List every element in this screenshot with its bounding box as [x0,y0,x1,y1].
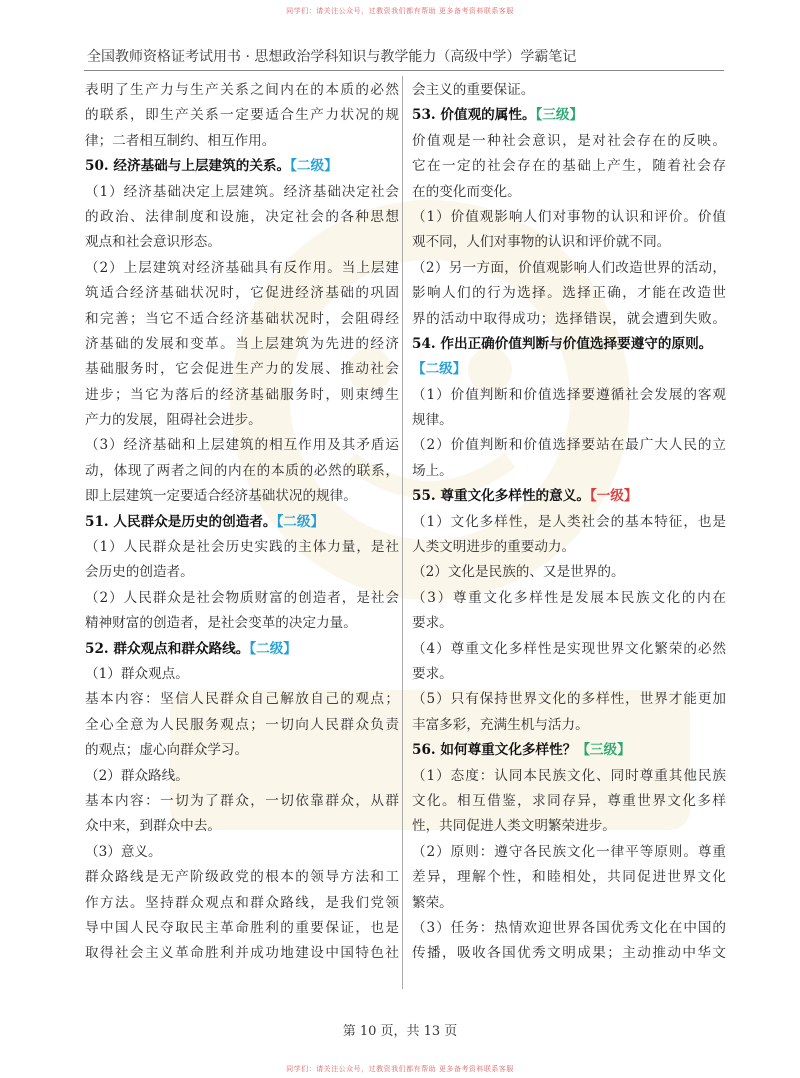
text-line [412,357,726,382]
line-text: 全心全意为人民服务观点；一切向人民群众负责 [85,716,399,733]
right-column [412,78,726,967]
text-line [412,230,726,255]
text-line [85,103,399,128]
level-tag: 【二级】 [276,513,325,530]
line-text: （2）原则：遵守各民族文化一律平等原则。尊重 [412,843,726,860]
text-line [85,230,399,255]
text-line [85,611,399,636]
line-text: 价值观是一种社会意识，是对社会存在的反映。 [412,132,726,149]
line-text: 的观点；虚心向群众学习。 [85,742,249,759]
text-line [85,307,399,332]
text-line [412,713,726,738]
line-text: 和完善；当它不适合经济基础状况时，会阻碍经 [85,310,399,327]
heading-text: 55. 尊重文化多样性的意义。 [412,488,590,505]
section-heading [412,484,726,509]
line-text: 要求。 [412,615,453,632]
line-text: （1）价值观影响人们对事物的认识和评价。价值 [412,208,726,225]
line-text: （2）文化是民族的、又是世界的。 [412,564,625,581]
line-text: 会主义的重要保证。 [412,82,535,98]
line-text: 性，共同促进人类文明繁荣进步。 [412,818,616,835]
line-text: 人类文明进步的重要动力。 [412,539,576,556]
text-line [85,586,399,611]
line-text: （1）经济基础决定上层建筑。经济基础决定社会 [85,183,399,200]
line-text: 表明了生产力与生产关系之间内在的本质的必然 [85,82,399,98]
line-text: 的政治、法律制度和设施，决定社会的各种思想 [85,208,399,225]
line-text: 进步；当它为落后的经济基础服务时，则束缚生 [85,386,399,403]
line-text: 作方法。坚持群众观点和群众路线，是我们党领 [85,894,399,911]
line-text: 它在一定的社会存在的基础上产生，随着社会存 [412,158,726,175]
text-line [85,662,399,687]
line-text: （1）价值判断和价值选择要遵循社会发展的客观 [412,386,726,403]
text-line [412,459,726,484]
text-line [412,611,726,636]
heading-text: 50. 经济基础与上层建筑的关系。 [85,158,291,175]
line-text: 要求。 [412,665,453,682]
line-text: （1）群众观点。 [85,665,189,682]
line-text: 繁荣。 [412,894,453,911]
level-tag: 【二级】 [290,158,338,175]
header-divider [84,70,724,71]
section-heading [412,332,726,357]
section-heading [85,637,399,662]
line-text: 在的变化而变化。 [412,183,521,200]
level-tag: 【一级】 [589,488,638,505]
line-text: （3）尊重文化多样性是发展本民族文化的内在 [412,589,726,606]
line-text: （3）意义。 [85,843,162,860]
line-text: 基础服务时，它会促进生产力的发展、推动社会 [85,361,399,378]
line-text: （4）尊重文化多样性是实现世界文化繁荣的必然 [412,640,726,657]
line-text: （2）上层建筑对经济基础具有反作用。当上层建 [85,259,399,276]
line-text: （2）另一方面，价值观影响人们改造世界的活动， [412,259,726,276]
text-line [85,129,399,154]
text-line [412,764,726,789]
line-text: 取得社会主义革命胜利并成功地建设中国特色社 [85,945,399,962]
column-divider [402,76,403,989]
line-text: （1）态度：认同本民族文化、同时尊重其他民族 [412,767,726,784]
line-text: （3）任务：热情欢迎世界各国优秀文化在中国的 [412,919,726,936]
text-line [85,332,399,357]
level-tag: 【二级】 [249,640,297,657]
level-tag: 【三级】 [535,107,584,124]
line-text: （1）文化多样性，是人类社会的基本特征，也是 [412,513,726,530]
text-line [85,357,399,382]
line-text: 导中国人民夺取民主革命胜利的重要保证，也是 [85,919,399,936]
text-line [85,941,399,966]
line-text: 动，体现了两者之间的内在的本质的必然的联系， [85,462,399,479]
text-line [85,180,399,205]
heading-text: 52. 群众观点和群众路线。 [85,640,250,657]
heading-text: 53. 价值观的属性。 [412,107,536,124]
line-text: 观不同，人们对事物的认识和评价就不同。 [412,234,671,251]
text-line [85,256,399,281]
line-text: （2）人民群众是社会物质财富的创造者，是社会 [85,589,399,606]
text-line [85,205,399,230]
line-text: 界的活动中取得成功；选择错误，就会遭到失败。 [412,310,726,327]
bottom-watermark-text: 同学们：请关注公众号，过教资我们都有帮助 更多备考资料联系客服 [286,1065,514,1073]
text-line [412,687,726,712]
text-line [412,535,726,560]
text-line [412,307,726,332]
text-line [85,713,399,738]
text-line [85,281,399,306]
page-number: 第 10 页，共 13 页 [342,1024,458,1039]
line-text: （1）人民群众是社会历史实践的主体力量，是社 [85,539,399,556]
text-line [412,637,726,662]
line-text: 基本内容：坚信人民群众自己解放自己的观点； [85,691,399,708]
line-text: 众中来，到群众中去。 [85,818,221,835]
level-tag: 【二级】 [412,361,467,378]
text-line [85,78,399,103]
text-line [412,129,726,154]
text-line [412,789,726,814]
line-text: 律；二者相互制约、相互作用。 [85,132,276,149]
text-line [412,916,726,941]
line-text: 济基础的发展和变革。当上层建筑为先进的经济 [85,335,399,352]
text-line [412,78,726,103]
text-line [85,484,399,509]
section-heading [85,510,399,535]
text-line [85,560,399,585]
text-line [412,383,726,408]
line-text: 群众路线是无产阶级政党的根本的领导方法和工 [85,869,399,886]
text-line [412,891,726,916]
top-watermark-text: 同学们：请关注公众号，过教资我们都有帮助 更多备考资料联系客服 [286,7,514,15]
text-line [412,408,726,433]
section-heading [412,103,726,128]
line-text: 规律。 [412,412,453,429]
text-line [412,865,726,890]
text-line [412,941,726,966]
text-line [85,865,399,890]
section-heading [412,738,726,763]
text-line [412,840,726,865]
text-line [412,586,726,611]
line-text: 观点和社会意识形态。 [85,234,221,251]
line-text: 文化。相互借鉴，求同存异，尊重世界文化多样 [412,792,726,809]
line-text: 基本内容：一切为了群众，一切依靠群众，从群 [85,792,399,809]
text-line [412,281,726,306]
text-line [85,789,399,814]
line-text: （5）只有保持世界文化的多样性，世界才能更加 [412,691,726,708]
line-text: 丰富多彩，充满生机与活力。 [412,716,589,733]
text-line [412,510,726,535]
text-line [85,459,399,484]
line-text: （3）经济基础和上层建筑的相互作用及其矛盾运 [85,437,399,454]
text-line [85,433,399,458]
text-line [85,814,399,839]
text-line [85,535,399,560]
text-line [412,205,726,230]
text-line [85,687,399,712]
line-text: 传播，吸收各国优秀文明成果；主动推动中华文 [412,945,726,962]
text-line [412,433,726,458]
text-line [412,154,726,179]
text-line [85,408,399,433]
text-line [85,916,399,941]
heading-text: 54. 作出正确价值判断与价值选择要遵守的原则。 [412,335,713,352]
line-text: 产力的发展，阻碍社会进步。 [85,412,262,429]
text-line [85,383,399,408]
heading-text: 51. 人民群众是历史的创造者。 [85,513,277,530]
line-text: 差异，理解个性，和睦相处，共同促进世界文化 [412,869,726,886]
text-line [85,891,399,916]
text-line [412,256,726,281]
left-column [85,78,399,967]
line-text: 即上层建筑一定要适合经济基础状况的规律。 [85,488,357,505]
line-text: 影响人们的行为选择。选择正确，才能在改造世 [412,285,726,302]
line-text: 精神财富的创造者，是社会变革的决定力量。 [85,615,357,632]
section-heading [85,154,399,179]
text-line [85,738,399,763]
text-line [412,814,726,839]
line-text: （2）群众路线。 [85,767,189,784]
page-header: 全国教师资格证考试用书 · 思想政治学科知识与教学能力（高级中学）学霸笔记 [87,49,577,65]
text-line [85,764,399,789]
line-text: 的联系，即生产关系一定要适合生产力状况的规 [85,107,399,124]
text-line [412,180,726,205]
text-line [412,560,726,585]
line-text: 场上。 [412,462,453,479]
heading-text: 56. 如何尊重文化多样性？ [412,742,577,759]
text-line [412,662,726,687]
line-text: （2）价值判断和价值选择要站在最广大人民的立 [412,437,726,454]
line-text: 会历史的创造者。 [85,564,194,581]
level-tag: 【三级】 [576,742,631,759]
text-line [85,840,399,865]
line-text: 筑适合经济基础状况时，它促进经济基础的巩固 [85,285,399,302]
